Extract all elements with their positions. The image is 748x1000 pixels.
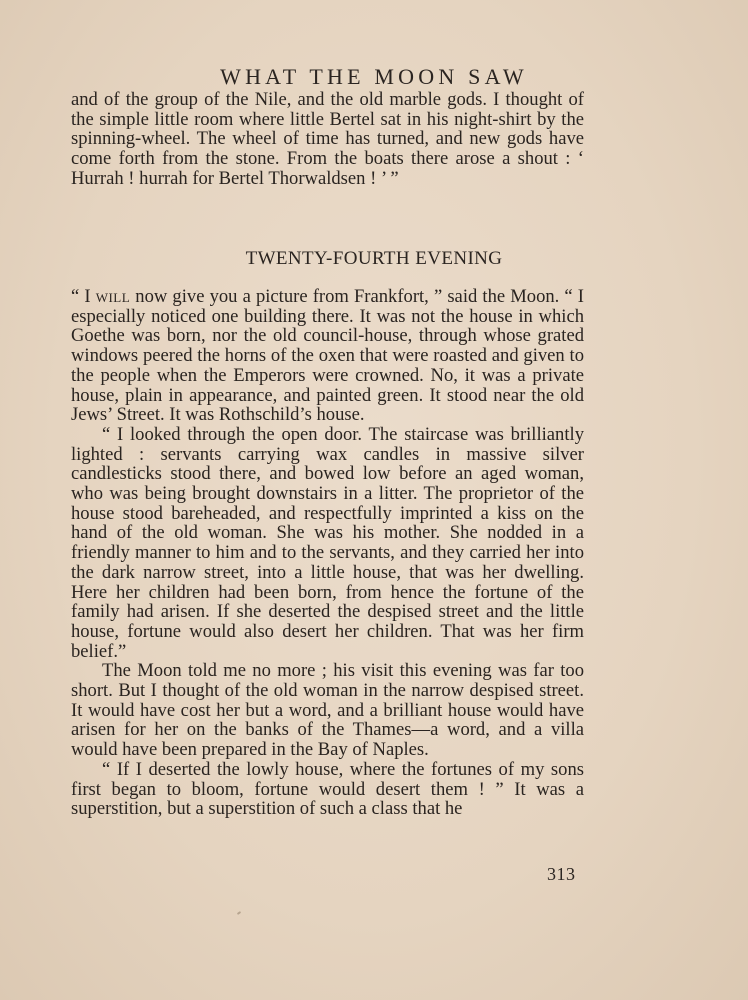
- paragraph-2: “ I looked through the open door. The staircase was brilliantly lighted : servants carrying wax candles in massive silver candlesticks stood there, and bowed low before an aged woman, who was being brought downstairs in a litter. The proprietor of the house stood bareheaded, and respectfully imprinted a kiss on the hand of the old woman. She was his mother. She nodded in a friendly manner to him and to the servants, and they carried her into the dark narrow street, into a little house, that was her dwelling. Here her children had been born, from hence the fortune of the family had arisen. If she deserted the despised street and the little house, fortune would also desert her children. That was her firm belief.”: [71, 423, 584, 662]
- paragraph-3: The Moon told me no more ; his visit this evening was far too short. But I thought of the old woman in the narrow despised street. It would have cost her but a word, and a brilliant house would have arisen for her on the banks of the Thames—a word, and a villa would have been prepared in the Bay of Naples.: [71, 660, 584, 761]
- paper-speck: [237, 911, 241, 915]
- paragraph-1-rest: now give you a picture from Frankfort, ” said the Moon. “ I especially noticed one building there. It was not the house in which Goethe was born, nor the old council-house, through whose grated windows peered the horns of the oxen that were roasted and given to the people when the Emperors were crowned. No, it was a private house, plain in appearance, and painted green. It stood near the old Jews’ Street. It was Rothschild’s house.: [71, 286, 584, 426]
- continued-paragraph: and of the group of the Nile, and the old marble gods. I thought of the simple little room where little Bertel sat in his night-shirt by the spinning-wheel. The wheel of time has turned, and new gods have come forth from the stone. From the boats there arose a shout : ‘ Hurrah ! hurrah for Bertel Thorwaldsen ! ’ ”: [71, 89, 584, 189]
- page-number: 313: [547, 864, 576, 884]
- paragraph-4: “ If I deserted the lowly house, where the fortunes of my sons first began to bloom, fortune would desert them ! ” It was a superstition, but a superstition of such a class that he: [71, 758, 584, 820]
- paragraph-1-open: “ I: [71, 286, 96, 307]
- chapter-title: TWENTY-FOURTH EVENING: [245, 248, 503, 269]
- paragraph-1: [71, 287, 584, 425]
- continued-text: [71, 90, 584, 189]
- chapter-body: [71, 287, 584, 819]
- paragraph-1-smallcaps: will: [95, 286, 131, 307]
- running-head: WHAT THE MOON SAW: [220, 64, 528, 89]
